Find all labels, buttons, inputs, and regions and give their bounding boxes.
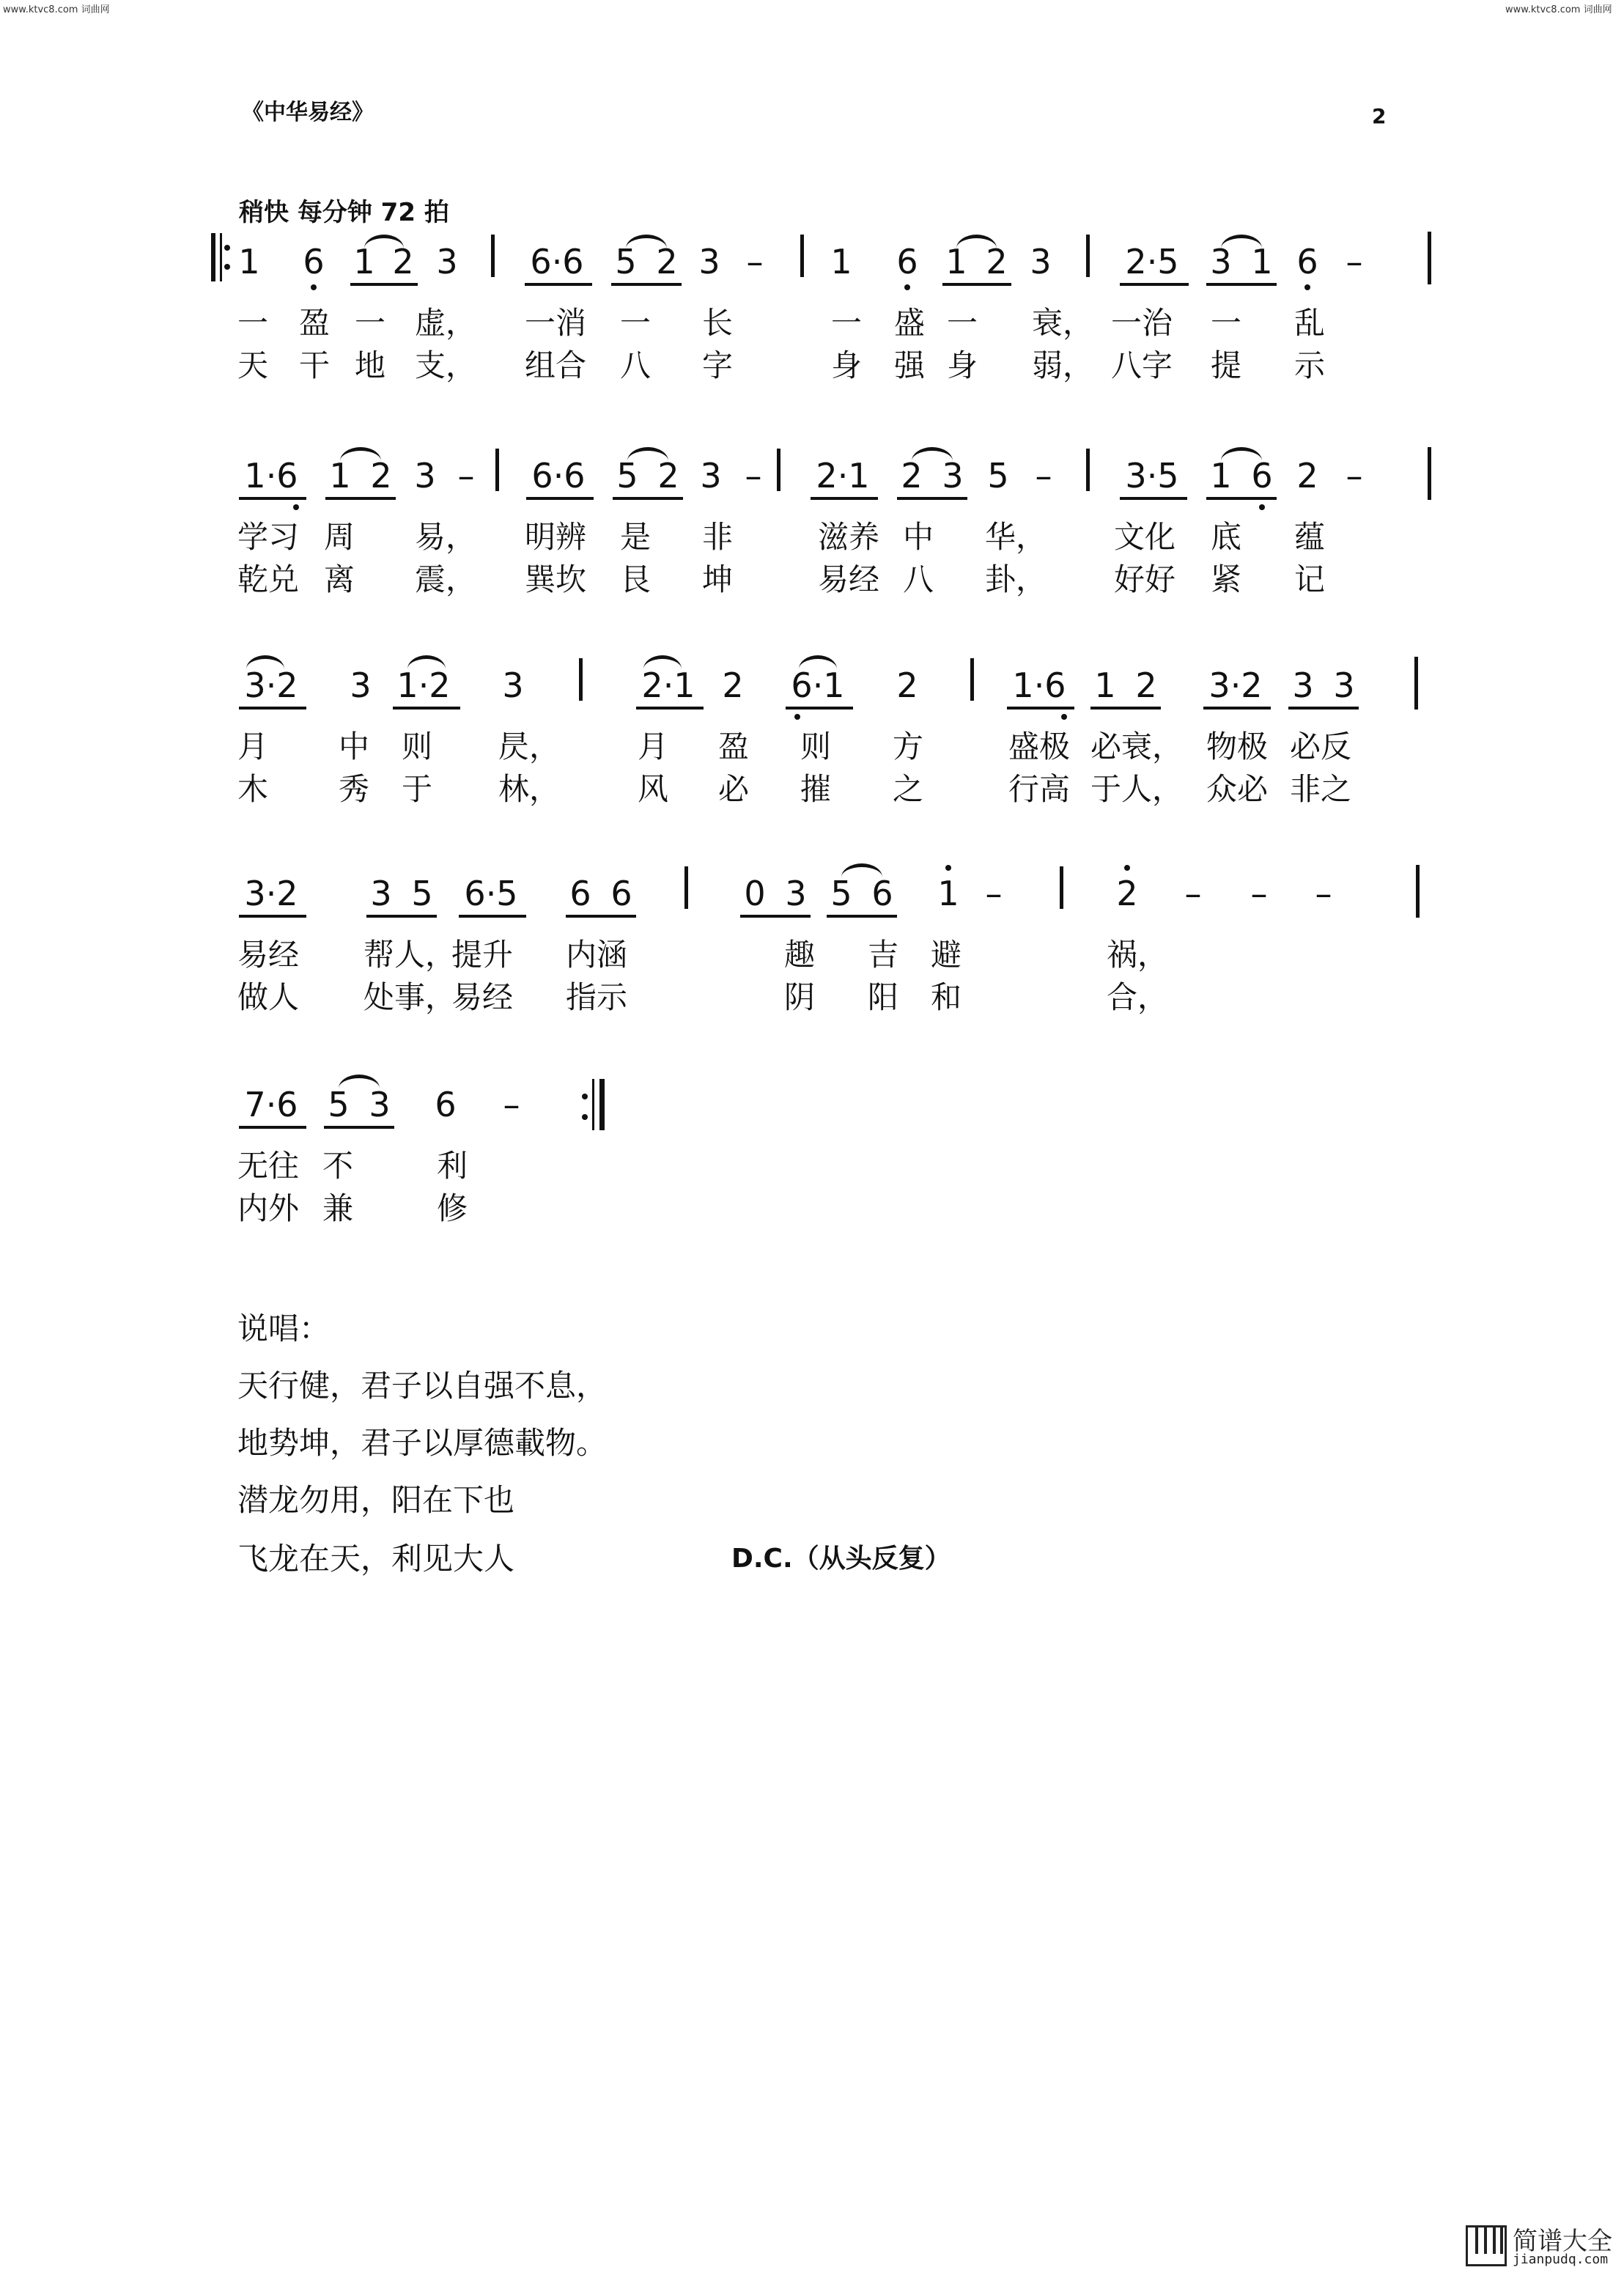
slur [1221, 447, 1262, 461]
lower-octave-dot [904, 284, 910, 290]
underline [1288, 707, 1359, 710]
note: 3 [1333, 666, 1355, 705]
lyric: 必反 [1290, 729, 1352, 764]
repeat-dot [224, 264, 230, 270]
note: 6·1 [791, 666, 845, 705]
lyric: 处事， [363, 979, 457, 1015]
note: 2·5 [1125, 242, 1179, 281]
note: 2 [1116, 874, 1138, 913]
underline [827, 915, 897, 918]
note: 2 [986, 242, 1008, 281]
note: 3 [414, 456, 436, 495]
note: 6 [435, 1085, 457, 1124]
note: 2 [1135, 666, 1157, 705]
lyric: 离 [324, 561, 355, 597]
note: – [745, 456, 762, 495]
note: – [985, 874, 1003, 913]
lyric: 木 [237, 771, 269, 807]
lower-octave-dot [1304, 284, 1310, 290]
underline [366, 915, 437, 918]
lyric: 字 [702, 347, 734, 383]
lyric: 则 [402, 729, 433, 764]
barline [684, 866, 688, 909]
logo-name: 简谱大全 [1513, 2227, 1612, 2256]
lyric: 必衰， [1090, 729, 1184, 764]
note: 5 [328, 1085, 350, 1124]
underline [740, 915, 811, 918]
underline [1203, 707, 1271, 710]
underline [239, 497, 306, 500]
note: 6·5 [464, 874, 518, 913]
note: 6 [610, 874, 632, 913]
lyric: 中 [339, 729, 370, 764]
repeat-end-thin [592, 1079, 594, 1130]
underline [566, 915, 636, 918]
underline [1090, 707, 1161, 710]
note: 1 [353, 242, 375, 281]
note: 6 [1251, 456, 1273, 495]
underline [897, 497, 967, 500]
slur [956, 235, 997, 248]
underline [1120, 497, 1187, 500]
lyric: 于 [402, 771, 433, 807]
note: 3 [369, 1085, 391, 1124]
note: 2 [392, 242, 414, 281]
lyric: 内外 [237, 1190, 300, 1226]
repeat-dot [582, 1094, 588, 1099]
lyric: 昃， [498, 729, 561, 764]
underline [239, 707, 306, 710]
lower-octave-dot [293, 504, 299, 510]
watermark-right: www.ktvc8.com 词曲网 [1505, 4, 1612, 15]
lyric: 指示 [566, 979, 628, 1015]
note: 3 [1030, 242, 1052, 281]
barline [1428, 447, 1431, 500]
lyric: 巽坎 [525, 561, 587, 597]
note: 1·6 [1012, 666, 1066, 705]
lyric: 坤 [702, 561, 734, 597]
lyric: 阴 [784, 979, 816, 1015]
lyric: 趣 [784, 937, 816, 973]
underline [1206, 283, 1277, 286]
lyric: 无往 [237, 1148, 300, 1184]
lyric: 利 [437, 1148, 468, 1184]
lyric: 盈 [299, 305, 331, 341]
lyric: 底 [1211, 519, 1242, 555]
underline [1007, 707, 1074, 710]
repeat-start-thin [220, 233, 222, 281]
note: 3 [698, 242, 720, 281]
lyric: 滋养 [818, 519, 880, 555]
underline [613, 497, 683, 500]
lyric: 兼 [322, 1190, 354, 1226]
lyric: 示 [1294, 347, 1326, 383]
note: 3 [942, 456, 964, 495]
note: 5 [830, 874, 852, 913]
note: – [1184, 874, 1202, 913]
note: – [1315, 874, 1332, 913]
lyric: 阳 [868, 979, 899, 1015]
slur [364, 235, 404, 248]
watermark-left: www.ktvc8.com 词曲网 [3, 4, 110, 15]
lyric: 支， [415, 347, 477, 383]
lyric: 一 [947, 305, 978, 341]
underline [239, 915, 306, 918]
slur [841, 863, 882, 877]
lyric: 八 [620, 347, 652, 383]
note: 3·2 [244, 666, 298, 705]
lyric: 合， [1107, 979, 1169, 1015]
barline [777, 449, 780, 491]
lyric: 秀 [339, 771, 370, 807]
underline [525, 283, 592, 286]
note: 3 [436, 242, 458, 281]
lyric: 地 [355, 347, 386, 383]
lyric: 组合 [525, 347, 587, 383]
lyric: 必 [718, 771, 750, 807]
lyric: 行高 [1008, 771, 1071, 807]
lyric: 易经 [451, 979, 514, 1015]
lyric: 八 [903, 561, 934, 597]
note: 1 [1210, 456, 1232, 495]
lyric: 紧 [1211, 561, 1242, 597]
note: 5 [616, 456, 638, 495]
note: 1 [830, 242, 852, 281]
lower-octave-dot [1061, 714, 1067, 720]
underline [636, 707, 704, 710]
note: 1 [329, 456, 351, 495]
lyric: 方 [893, 729, 924, 764]
tempo-marking: 稍快 每分钟 72 拍 [239, 198, 449, 227]
slur [626, 235, 667, 248]
lyric: 则 [800, 729, 832, 764]
underline [393, 707, 460, 710]
note: 6 [896, 242, 918, 281]
barline [1086, 235, 1090, 277]
note: – [1346, 242, 1363, 281]
underline [324, 1126, 394, 1129]
note: 6 [569, 874, 591, 913]
lyric: 非之 [1290, 771, 1352, 807]
lyric: 中 [903, 519, 934, 555]
lyric: 是 [620, 519, 652, 555]
note: 7·6 [244, 1085, 298, 1124]
note: 2 [722, 666, 744, 705]
note: 3 [502, 666, 524, 705]
lyric: 乾兑 [237, 561, 300, 597]
lyric: 之 [893, 771, 924, 807]
lyric: 做人 [237, 979, 300, 1015]
note: 2 [1296, 456, 1318, 495]
note: 1 [238, 242, 260, 281]
lyric: 避 [931, 937, 962, 973]
lyric: 一 [831, 305, 863, 341]
note: – [457, 456, 475, 495]
note: 6·6 [531, 456, 586, 495]
note: 1·6 [244, 456, 298, 495]
barline [970, 658, 974, 701]
lyric: 干 [299, 347, 331, 383]
note: 3 [700, 456, 722, 495]
lyric: 盛 [894, 305, 926, 341]
site-logo [1466, 2221, 1616, 2272]
slur [643, 655, 682, 669]
note: 5 [615, 242, 637, 281]
underline [1120, 283, 1189, 286]
lyric: 周 [324, 519, 355, 555]
lyric: 祸， [1107, 937, 1169, 973]
lyric: 于人， [1090, 771, 1184, 807]
lyric: 盈 [718, 729, 750, 764]
underline [526, 497, 594, 500]
note: 2 [657, 456, 679, 495]
note: 1 [937, 874, 959, 913]
lyric: 艮 [620, 561, 652, 597]
repeat-start-thick [211, 233, 215, 281]
lyric: 月 [638, 729, 669, 764]
slur [627, 447, 668, 461]
lyric: 不 [322, 1148, 354, 1184]
lower-octave-dot [794, 714, 800, 720]
lyric: 物极 [1206, 729, 1269, 764]
note: 3 [370, 874, 392, 913]
upper-octave-dot [945, 865, 951, 871]
lyric: 一 [620, 305, 652, 341]
lyric: 衰， [1032, 305, 1094, 341]
note: 3·2 [244, 874, 298, 913]
note: – [503, 1085, 520, 1124]
note: – [1250, 874, 1268, 913]
lyric: 吉 [868, 937, 899, 973]
lyric: 月 [237, 729, 269, 764]
barline [1414, 657, 1418, 710]
lyric: 林， [498, 771, 561, 807]
repeat-dot [224, 245, 230, 251]
piano-icon [1466, 2225, 1507, 2266]
shuochang-line: 飞龙在天，利见大人 [237, 1541, 515, 1577]
shuochang-line: 地势坤，君子以厚德載物。 [237, 1425, 608, 1461]
barline [1086, 449, 1090, 491]
note: 3·5 [1125, 456, 1179, 495]
barline [800, 235, 804, 277]
lyric: 摧 [800, 771, 832, 807]
lyric: 八字 [1111, 347, 1173, 383]
lyric: 华， [985, 519, 1047, 555]
underline [811, 497, 878, 500]
note: 3 [785, 874, 807, 913]
lyric: 易， [415, 519, 477, 555]
slur [407, 655, 446, 669]
underline [459, 915, 526, 918]
upper-octave-dot [1124, 865, 1130, 871]
note: 5 [411, 874, 433, 913]
note: 2·1 [641, 666, 695, 705]
slur [912, 447, 953, 461]
lyric: 长 [702, 305, 734, 341]
shuochang-line: 天行健，君子以自强不息， [237, 1368, 608, 1404]
note: 3 [350, 666, 372, 705]
lyric: 明辨 [525, 519, 587, 555]
barline [1428, 232, 1431, 284]
slur [339, 1075, 380, 1088]
underline [325, 497, 396, 500]
note: – [1035, 456, 1052, 495]
note: 6 [1296, 242, 1318, 281]
lyric: 身 [831, 347, 863, 383]
note: – [746, 242, 764, 281]
lyric: 风 [638, 771, 669, 807]
lyric: 一消 [525, 305, 587, 341]
barline [1060, 866, 1063, 909]
lyric: 乱 [1294, 305, 1326, 341]
note: 3 [1292, 666, 1314, 705]
note: 2 [896, 666, 918, 705]
barline [579, 658, 583, 701]
slur [340, 447, 381, 461]
lyric: 一 [355, 305, 386, 341]
underline [942, 283, 1011, 286]
repeat-dot [582, 1114, 588, 1120]
lyric: 提升 [451, 937, 514, 973]
lyric: 震， [415, 561, 477, 597]
lyric: 好好 [1114, 561, 1176, 597]
shuochang-label: 说唱： [237, 1311, 331, 1346]
lyric: 强 [894, 347, 926, 383]
repeat-end-thick [599, 1079, 605, 1130]
lyric: 学习 [237, 519, 300, 555]
barline [1416, 865, 1420, 918]
underline [1206, 497, 1277, 500]
lyric: 天 [237, 347, 269, 383]
note: 6·6 [530, 242, 584, 281]
note: 3·2 [1208, 666, 1263, 705]
lyric: 众必 [1206, 771, 1269, 807]
note: 2·1 [816, 456, 870, 495]
lower-octave-dot [1259, 504, 1265, 510]
underline [786, 707, 853, 710]
lyric: 易经 [237, 937, 300, 973]
lyric: 弱， [1032, 347, 1094, 383]
shuochang-line: 潜龙勿用，阳在下也 [237, 1482, 515, 1518]
lyric: 一 [237, 305, 269, 341]
da-capo-mark: D.C.（从头反复） [731, 1544, 951, 1574]
barline [495, 449, 499, 491]
note: 2 [656, 242, 678, 281]
lyric: 一治 [1111, 305, 1173, 341]
lyric: 易经 [818, 561, 880, 597]
note: 6 [303, 242, 325, 281]
note: 3 [1210, 242, 1232, 281]
note: 5 [987, 456, 1009, 495]
lyric: 内涵 [566, 937, 628, 973]
lyric: 帮人， [363, 937, 457, 973]
lyric: 提 [1211, 347, 1242, 383]
lyric: 非 [702, 519, 734, 555]
underline [239, 1126, 306, 1129]
note: 1·2 [396, 666, 451, 705]
page-number: 2 [1372, 104, 1387, 128]
underline [611, 283, 682, 286]
note: 1 [945, 242, 967, 281]
note: 0 [744, 874, 766, 913]
lyric: 虚， [415, 305, 477, 341]
song-title: 《中华易经》 [242, 100, 374, 125]
barline [491, 235, 495, 277]
slur [246, 655, 284, 669]
lyric: 文化 [1114, 519, 1176, 555]
lyric: 身 [947, 347, 978, 383]
lyric: 修 [437, 1190, 468, 1226]
underline [350, 283, 418, 286]
slur [1221, 235, 1262, 248]
logo-url: jianpudq.com [1513, 2252, 1609, 2267]
note: 2 [901, 456, 923, 495]
lyric: 一 [1211, 305, 1242, 341]
lyric: 卦， [985, 561, 1047, 597]
note: – [1346, 456, 1363, 495]
note: 1 [1094, 666, 1116, 705]
lyric: 蕴 [1294, 519, 1326, 555]
slur [799, 655, 837, 669]
note: 6 [871, 874, 893, 913]
lower-octave-dot [311, 284, 317, 290]
lyric: 盛极 [1008, 729, 1071, 764]
note: 1 [1251, 242, 1273, 281]
lyric: 和 [931, 979, 962, 1015]
note: 2 [370, 456, 392, 495]
lyric: 记 [1294, 561, 1326, 597]
